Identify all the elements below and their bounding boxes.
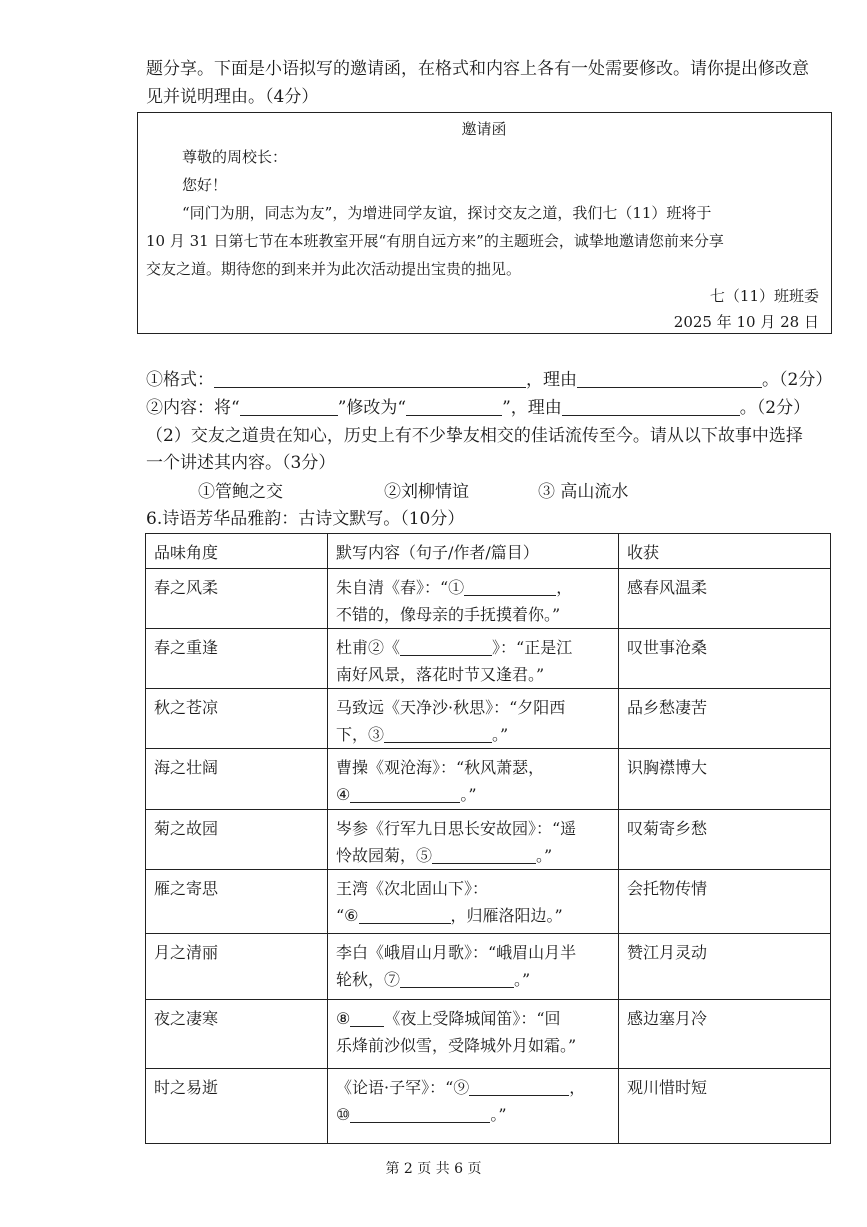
q2-option-2: ②刘柳情谊 (384, 482, 469, 502)
q2-option-1: ①管鲍之交 (198, 482, 283, 502)
row-content (328, 689, 619, 749)
table-header-row (146, 534, 831, 569)
row-content (328, 810, 619, 870)
answer-blank-10[interactable] (350, 1104, 490, 1123)
row-gain: 品乡愁凄苦 (619, 689, 831, 749)
format-points: 。（2分） (762, 370, 833, 390)
format-reason-blank[interactable] (577, 369, 762, 388)
content-answer-line (146, 396, 810, 420)
poetry-table (145, 533, 831, 1144)
q2-option-3: ③ 高山流水 (538, 482, 629, 502)
row-gain: 感春风温柔 (619, 569, 831, 629)
content-text: ， (556, 578, 573, 597)
content-points: 。（2分） (739, 398, 811, 418)
answer-blank-2[interactable] (400, 637, 492, 656)
q2-line-1: （2）交友之道贵在知心，历史上有不少挚友相交的佳话流传至今。请从以下故事中选择 (146, 426, 803, 446)
row-angle: 菊之故园 (146, 810, 328, 870)
answer-blank-4[interactable] (350, 784, 460, 803)
content-new-blank[interactable] (406, 397, 502, 416)
content-text: 不错的，像母亲的手抚摸着你。” (336, 605, 561, 624)
content-text: ⑧ (336, 1009, 351, 1028)
content-change-to: ”修改为“ (337, 398, 407, 418)
content-text: 乐烽前沙似雪，受降城外月如霜。” (336, 1036, 577, 1055)
row-content (328, 1069, 619, 1144)
answer-blank-5[interactable] (432, 845, 536, 864)
content-text: 曹操《观沧海》：“秋风萧瑟， (336, 758, 545, 777)
content-text: 岑参《行军九日思长安故园》：“遥 (336, 819, 577, 838)
row-angle: 春之重逢 (146, 629, 328, 689)
content-text: 南好风景，落花时节又逢君。” (336, 665, 545, 684)
row-content (328, 569, 619, 629)
content-text: 》：“正是江 (492, 638, 573, 657)
format-blank[interactable] (214, 369, 526, 388)
intro-line-1: 题分享。下面是小语拟写的邀请函，在格式和内容上各有一处需要修改。请你提出修改意 (146, 59, 809, 79)
invitation-body-2: 10 月 31 日第七节在本班教室开展“有朋自远方来”的主题班会，诚挚地邀请您前来分享 (146, 232, 724, 250)
row-angle: 夜之凄寒 (146, 1000, 328, 1069)
q6-title: 6.诗语芳华品雅韵：古诗文默写。（10分） (146, 509, 465, 529)
invitation-box (137, 112, 832, 334)
answer-blank-1[interactable] (464, 577, 556, 596)
content-text: ⑩ (336, 1105, 351, 1124)
content-text: 下，③ (336, 725, 385, 744)
content-text: 。” (490, 1105, 507, 1124)
content-text: ，归雁洛阳边。” (450, 906, 563, 925)
table-row (146, 749, 831, 810)
row-gain: 会托物传情 (619, 870, 831, 934)
content-text: 。” (514, 970, 531, 989)
row-angle: 秋之苍凉 (146, 689, 328, 749)
page-number: 第 2 页 共 6 页 (385, 1161, 482, 1177)
content-text: 。” (492, 725, 509, 744)
content-text: 王湾《次北固山下》： (336, 879, 489, 898)
row-gain: 叹世事沧桑 (619, 629, 831, 689)
row-content (328, 870, 619, 934)
answer-blank-9[interactable] (469, 1077, 569, 1096)
row-gain: 赞江月灵动 (619, 934, 831, 1000)
table-row (146, 810, 831, 870)
row-gain: 叹菊寄乡愁 (619, 810, 831, 870)
row-content (328, 1000, 619, 1069)
invitation-salutation: 尊敬的周校长： (182, 148, 288, 166)
content-original-blank[interactable] (240, 397, 338, 416)
row-angle: 雁之寄思 (146, 870, 328, 934)
row-gain: 观川惜时短 (619, 1069, 831, 1144)
row-content (328, 749, 619, 810)
content-text: “⑥ (336, 906, 359, 925)
row-angle: 月之清丽 (146, 934, 328, 1000)
content-text: 《夜上受降城闻笛》：“回 (384, 1009, 561, 1028)
table-row (146, 1069, 831, 1144)
content-text: 《论语·子罕》：“⑨ (336, 1078, 470, 1097)
row-content (328, 934, 619, 1000)
answer-blank-6[interactable] (359, 905, 451, 924)
table-row (146, 934, 831, 1000)
answer-blank-8[interactable] (350, 1008, 384, 1027)
intro-line-2: 见并说明理由。（4分） (146, 87, 319, 107)
table-row (146, 569, 831, 629)
table-row (146, 689, 831, 749)
q2-line-2: 一个讲述其内容。（3分） (146, 453, 336, 473)
content-text: 。” (460, 785, 477, 804)
format-answer-line (146, 368, 832, 392)
row-content (328, 629, 619, 689)
content-text: ， (569, 1078, 586, 1097)
header-gain: 收获 (619, 534, 831, 569)
row-angle: 春之风柔 (146, 569, 328, 629)
format-label: ①格式： (146, 370, 214, 390)
format-reason-label: ，理由 (526, 370, 577, 390)
content-text: 轮秋，⑦ (336, 970, 401, 989)
content-reason-blank[interactable] (562, 397, 740, 416)
invitation-body-3: 交友之道。期待您的到来并为此次活动提出宝贵的拙见。 (146, 260, 522, 278)
invitation-title: 邀请函 (461, 120, 507, 138)
invitation-greeting: 您好！ (182, 176, 228, 194)
invitation-signature: 七（11）班班委 (709, 287, 819, 305)
content-text: 李白《峨眉山月歌》：“峨眉山月半 (336, 943, 577, 962)
header-content: 默写内容（句子/作者/篇目） (328, 534, 619, 569)
content-text: ④ (336, 785, 351, 804)
invitation-date: 2025 年 10 月 28 日 (673, 313, 819, 331)
invitation-body-1: “同门为朋，同志为友”，为增进同学友谊，探讨交友之道，我们七（11）班将于 (182, 204, 712, 222)
header-angle: 品味角度 (146, 534, 328, 569)
content-text: 朱自清《春》：“① (336, 578, 465, 597)
table-row (146, 870, 831, 934)
table-row (146, 1000, 831, 1069)
content-text: 马致远《天净沙·秋思》：“夕阳西 (336, 698, 566, 717)
content-text: 。” (536, 846, 553, 865)
content-text: 怜故园菊，⑤ (336, 846, 433, 865)
row-angle: 海之壮阔 (146, 749, 328, 810)
answer-blank-7[interactable] (400, 969, 514, 988)
row-gain: 感边塞月冷 (619, 1000, 831, 1069)
table-row (146, 629, 831, 689)
row-gain: 识胸襟博大 (619, 749, 831, 810)
row-angle: 时之易逝 (146, 1069, 328, 1144)
answer-blank-3[interactable] (384, 724, 492, 743)
content-reason-label: ”，理由 (502, 398, 562, 418)
content-label: ②内容：将“ (146, 398, 240, 418)
content-text: 杜甫②《 (336, 638, 401, 657)
